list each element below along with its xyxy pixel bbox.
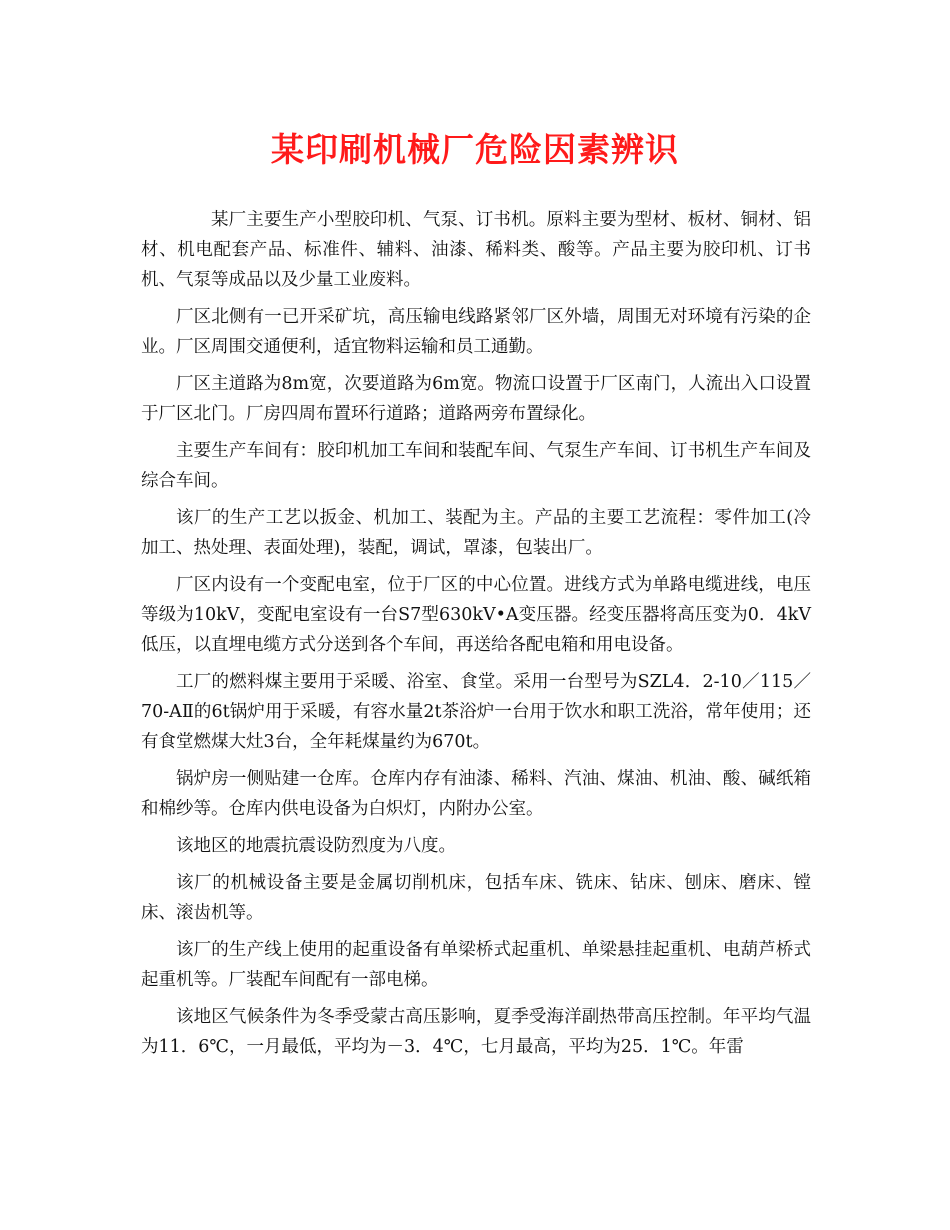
paragraph-boilers: 工厂的燃料煤主要用于采暖、浴室、食堂。采用一台型号为SZL4．2-10／115／70-AⅡ的6t锅炉用于采暖，有容水量2t茶浴炉一台用于饮水和职工洗浴，常年使用；还有食堂燃煤大灶3台，全年耗煤量约为670t。: [141, 672, 811, 752]
paragraph-seismic: 该地区的地震抗震设防烈度为八度。: [176, 836, 456, 856]
paragraph-products: 某厂主要生产小型胶印机、气泵、订书机。原料主要为型材、板材、铜材、铝材、机电配套产品、标准件、辅料、油漆、稀料类、酸等。产品主要为胶印机、订书机、气泵等成品以及少量工业废料。: [141, 210, 811, 290]
paragraph-roads: 厂区主道路为8m宽，次要道路为6m宽。物流口设置于厂区南门，人流出入口设置于厂区北门。厂房四周布置环行道路；道路两旁布置绿化。: [141, 374, 811, 424]
document-title: 某印刷机械厂危险因素辨识: [271, 130, 679, 169]
paragraph-machinery: 该厂的机械设备主要是金属切削机床，包括车床、铣床、钻床、刨床、磨床、镗床、滚齿机等。: [141, 873, 811, 923]
paragraph-power-supply: 厂区内设有一个变配电室，位于厂区的中心位置。进线方式为单路电缆进线，电压等级为10kV，变配电室设有一台S7型630kV•A变压器。经变压器将高压变为0．4kV低压，以直埋电缆方式分送到各个车间，再送给各配电箱和用电设备。: [141, 575, 811, 655]
paragraph-workshops: 主要生产车间有：胶印机加工车间和装配车间、气泵生产车间、订书机生产车间及综合车间。: [141, 441, 811, 491]
paragraph-process: 该厂的生产工艺以扳金、机加工、装配为主。产品的主要工艺流程：零件加工(冷加工、热处理、表面处理)，装配，调试，罩漆，包装出厂。: [141, 508, 811, 558]
paragraph-cranes: 该厂的生产线上使用的起重设备有单梁桥式起重机、单梁悬挂起重机、电葫芦桥式起重机等。厂装配车间配有一部电梯。: [141, 940, 811, 990]
document-body: [141, 205, 811, 1069]
paragraph-surroundings: 厂区北侧有一已开采矿坑，高压输电线路紧邻厂区外墙，周围无对环境有污染的企业。厂区周围交通便利，适宜物料运输和员工通勤。: [141, 307, 811, 357]
paragraph-warehouse: 锅炉房一侧贴建一仓库。仓库内存有油漆、稀料、汽油、煤油、机油、酸、碱纸箱和棉纱等。仓库内供电设备为白炽灯，内附办公室。: [141, 769, 811, 819]
paragraph-climate: 该地区气候条件为冬季受蒙古高压影响，夏季受海洋副热带高压控制。年平均气温为11．6℃，一月最低，平均为－3．4℃，七月最高，平均为25．1℃。年雷: [141, 1007, 811, 1057]
